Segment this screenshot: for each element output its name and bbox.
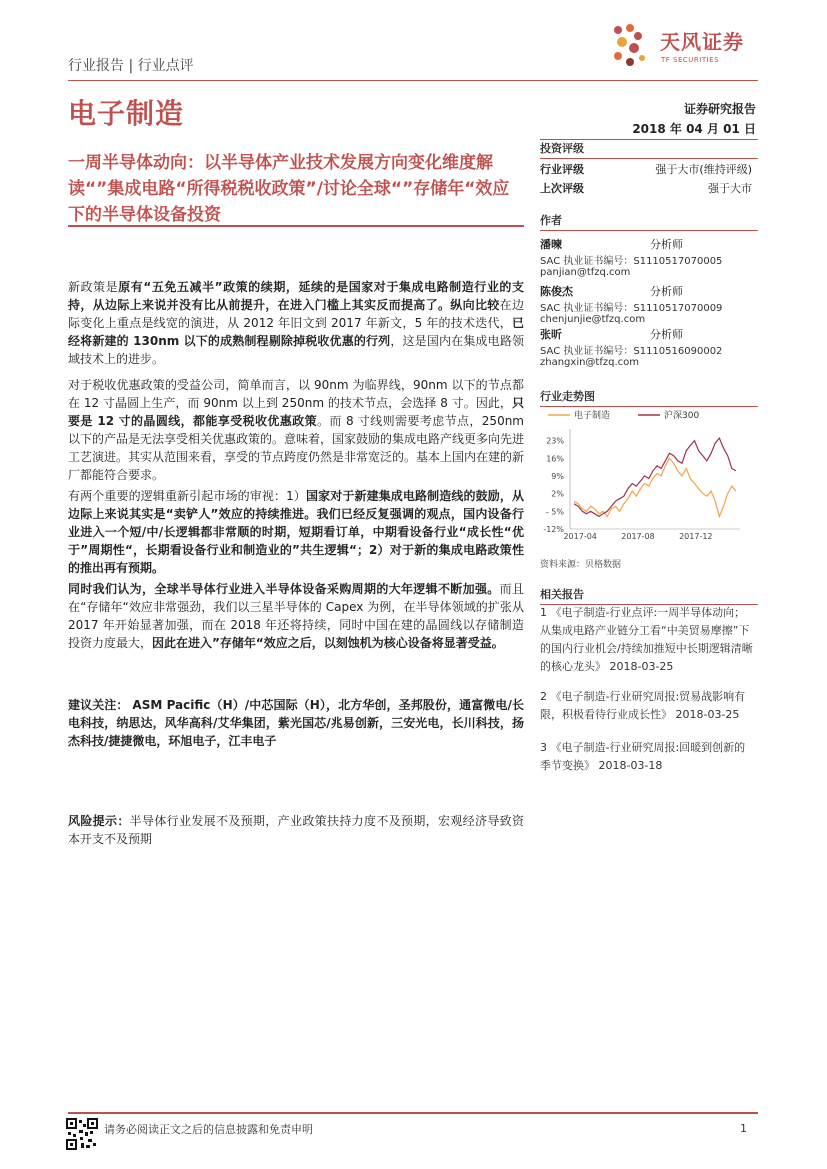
y-tick-label: 9% (551, 471, 564, 481)
p1-text-b: 原有“五免五减半”政策的续期，延续的是国家对于集成电路制造行业的支持，从边际上来说并没有比从前提升，在进入门槛上其实反而提高了。纵向比较 (68, 280, 524, 312)
author-name: 陈俊杰 (540, 285, 573, 298)
p4-text-b: 而且在“存储年“效应非常强劲，我们以三星半导体的 Capex 为例，在半导体领域的扩张从 2017 年开始显著加强，而在 2018 年还将持续，同时中国在建的晶圆线以存储制造投资力度最大， (68, 582, 524, 650)
industry-rating-label: 行业评级 (540, 163, 584, 176)
paragraph-4 (68, 580, 524, 652)
p1-text-d: 已经将新建的 130nm 以下的成熟制程剔除掉税收优惠的行列 (68, 316, 524, 348)
trend-heading-text: 行业走势图 (540, 388, 758, 407)
related-report-2[interactable]: 2 《电子制造-行业研究周报:贸易战影响有限，积极看待行业成长性》 2018-03-25 (540, 690, 746, 721)
y-tick-label: -12% (543, 525, 564, 534)
legend-label: 沪深300 (664, 411, 700, 421)
y-tick-label: - 5% (545, 507, 564, 517)
paragraph-2 (68, 376, 524, 484)
author-2 (540, 283, 758, 323)
x-tick-label: 2017-04 (563, 532, 597, 541)
author-cert: SAC 执业证书编号：S1110517070009 (540, 303, 723, 314)
author-email[interactable]: panjian@tfzq.com (540, 267, 631, 278)
rating-heading-text: 投资评级 (540, 140, 758, 159)
rating-heading (540, 140, 758, 159)
footer-divider (68, 1112, 758, 1114)
related-heading-text: 相关报告 (540, 586, 758, 605)
previous-rating-value: 强于大市 (708, 182, 752, 195)
author-cert: SAC 执业证书编号：S1110517070005 (540, 256, 723, 267)
author-cert: SAC 执业证书编号：S1110516090002 (540, 346, 723, 357)
industry-rating-value: 强于大市(维持评级) (655, 163, 752, 176)
p1-text-e: ，这是国内在集成电路领域技术上的进步。 (68, 334, 524, 366)
title-divider (68, 225, 524, 227)
chart-source: 资料来源：贝格数据 (540, 560, 622, 570)
qr-code-icon (66, 1118, 98, 1150)
p2-text-b: 只要是 12 寸的晶圆线，都能享受税收优惠政策 (68, 396, 524, 428)
author-3 (540, 326, 758, 366)
logo-english-name: TF SECURITIES (661, 56, 720, 64)
related-report-1[interactable]: 1 《电子制造-行业点评:一周半导体动向；从集成电路产业链分工看“中美贸易摩擦”下的国内行业机会/持续加推短中长期逻辑清晰的核心龙头》 2018-03-25 (540, 606, 753, 673)
authors-heading (540, 212, 758, 231)
x-tick-label: 2017-12 (679, 532, 713, 541)
author-email[interactable]: zhangxin@tfzq.com (540, 357, 640, 368)
author-name: 张昕 (540, 328, 562, 341)
author-email[interactable]: chenjunjie@tfzq.com (540, 314, 646, 325)
legend-label: 电子制造 (574, 411, 611, 421)
p2-text-c: 。而 8 寸线则需要考虑节点，250nm 以下的产品是无法享受相关优惠政策的。意味着，国家鼓励的集成电路产线更多向先进工艺演进。其实从范围来看，享受的节点跨度仍然是非常宽泛的。基本上国内在建的新厂都能符合要求。 (68, 414, 525, 482)
related-heading (540, 586, 758, 605)
breadcrumb: 行业报告 | 行业点评 (68, 58, 194, 74)
report-type: 证券研究报告 (683, 102, 756, 116)
p1-text-c: 在边际变化上重点是线宽的演进，从 2012 年旧文到 2017 年新文，5 年的技术迭代， (68, 298, 524, 330)
suggestion-body: ASM Pacific（H）/中芯国际（H），北方华创，圣邦股份，通富微电/长电科技，纳思达，风华高科/艾华集团，紫光国芯/兆易创新，三安光电，长川科技，扬杰科技/捷捷微电，环旭电子，江丰电子 (68, 698, 524, 748)
page-number: 1 (740, 1122, 747, 1135)
disclaimer-note: 请务必阅读正文之后的信息披露和免责申明 (104, 1123, 313, 1136)
p1-text-a: 新政策是 (68, 280, 119, 294)
risk-body: 半导体行业发展不及预期，产业政策扶持力度不及预期，宏观经济导致资本开支不及预期 (68, 814, 524, 846)
p3-text-a: 有两个重要的逻辑重新引起市场的审视：1） (68, 489, 306, 503)
author-name: 潘暕 (540, 238, 562, 251)
report-date: 2018 年 04 月 01 日 (632, 122, 756, 136)
p4-text-a: 同时我们认为，全球半导体行业进入半导体设备采购周期的大年逻辑不断加强。 (68, 582, 500, 596)
risk-label: 风险提示： (68, 814, 130, 828)
p4-text-c: 因此在进入”存储年“效应之后，以刻蚀机为核心设备将显著受益。 (152, 636, 504, 650)
paragraph-1 (68, 278, 524, 368)
x-tick-label: 2017-08 (621, 532, 655, 541)
suggestion-label: 建议关注： (68, 698, 129, 712)
p2-text-a: 对于税收优惠政策的受益公司，简单而言，以 90nm 为临界线，90nm 以下的节点都在 12 寸晶圆上生产，而 90nm 以上到 250nm 的技术节点，会选择 8 寸。因此， (68, 378, 524, 410)
authors-heading-text: 作者 (540, 212, 758, 231)
suggestion-block (68, 696, 524, 750)
p3-text-b: 国家对于新建集成电路制造线的鼓励，从边际上来说其实是“卖铲人”效应的持续推进。我们已经反复强调的观点，国内设备行业进入一个短/中/长逻辑都非常顺的时期，短期看订单，中期看设备行业“成长性“优于”周期性“，长期看设备行业和制造业的”共生逻辑“；2）对于新的集成电路政策性的推出再有预期。 (68, 489, 524, 575)
author-role: 分析师 (650, 285, 683, 298)
series-line (574, 458, 736, 516)
paragraph-3 (68, 487, 524, 577)
report-title: 一周半导体动向：以半导体产业技术发展方向变化维度解读“”集成电路“所得税税收政策”/讨论全球“”存储年“效应下的半导体设备投资 (68, 153, 510, 225)
y-tick-label: 23% (546, 436, 564, 446)
related-report-3[interactable]: 3 《电子制造-行业研究周报:回暖到创新的季节变换》 2018-03-18 (540, 741, 746, 772)
author-1 (540, 236, 758, 276)
header-divider (68, 80, 758, 81)
y-tick-label: 16% (546, 454, 564, 464)
trend-chart (540, 405, 758, 545)
sector-title: 电子制造 (68, 97, 185, 130)
logo-mark-icon (608, 22, 660, 74)
author-role: 分析师 (650, 238, 683, 251)
logo-chinese-name: 天风证券 (660, 30, 744, 54)
risk-block (68, 812, 524, 848)
y-tick-label: 2% (551, 489, 564, 499)
previous-rating-label: 上次评级 (540, 182, 584, 195)
series-line (574, 438, 736, 516)
author-role: 分析师 (650, 328, 683, 341)
